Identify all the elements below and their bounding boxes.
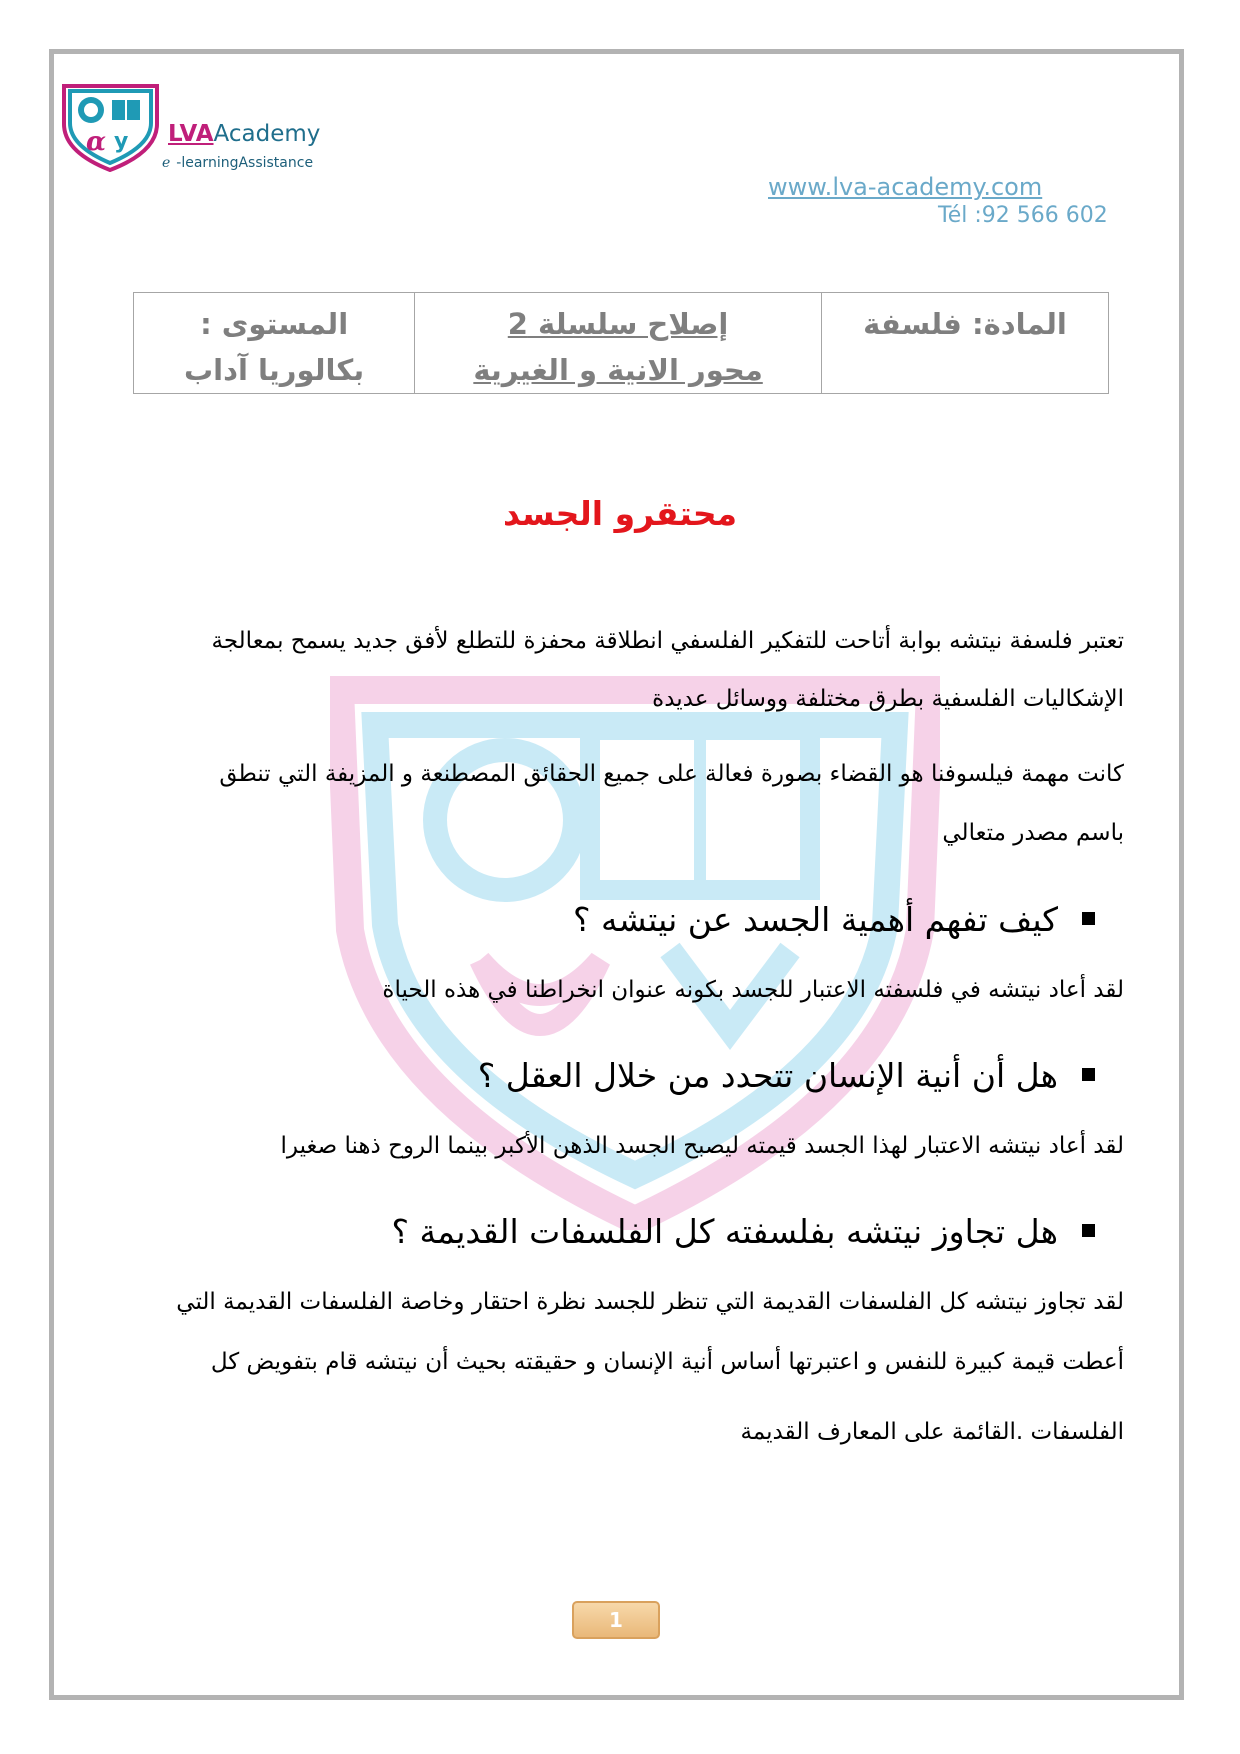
- tagline-e: e: [162, 155, 171, 171]
- intro-paragraph-line: كانت مهمة فيلسوفنا هو القضاء بصورة فعالة على جميع الحقائق المصطنعة و المزيفة التي تنطق: [219, 761, 1124, 787]
- question-heading: [573, 900, 1095, 939]
- series-axis: محور الانية و الغيرية: [473, 353, 763, 387]
- intro-paragraph-line: باسم مصدر متعالي: [942, 820, 1124, 846]
- level-value: بكالوريا آداب: [184, 353, 365, 387]
- answer-line: الفلسفات .القائمة على المعارف القديمة: [740, 1419, 1124, 1445]
- svg-text:y: y: [114, 129, 129, 154]
- answer-line: لقد أعاد نيتشه الاعتبار لهذا الجسد قيمته ليصبح الجسد الذهن الأكبر بينما الروح ذهنا صغيرا: [280, 1133, 1124, 1159]
- phone-number: Tél :92 566 602: [938, 203, 1108, 228]
- brand-lva: LVA: [168, 121, 214, 147]
- bullet-icon: [1082, 1224, 1095, 1237]
- question-heading: [478, 1056, 1095, 1095]
- question-text: هل أن أنية الإنسان تتحدد من خلال العقل ؟: [477, 1056, 1058, 1095]
- intro-paragraph-line: تعتبر فلسفة نيتشه بوابة أتاحت للتفكير الفلسفي انطلاقة محفزة للتطلع لأفق جديد يسمح بمعالجة: [211, 628, 1124, 654]
- answer-line: لقد أعاد نيتشه في فلسفته الاعتبار للجسد بكونه عنوان انخراطنا في هذه الحياة: [382, 977, 1124, 1003]
- series-title-cell: [415, 293, 822, 394]
- tagline-text: -learningAssistance: [176, 155, 314, 171]
- series-title: إصلاح سلسلة 2: [507, 307, 729, 341]
- subject-cell: [821, 293, 1108, 394]
- lva-academy-logo: [58, 80, 163, 172]
- info-table: [133, 292, 1109, 394]
- answer-line: أعطت قيمة كبيرة للنفس و اعتبرتها أساس أنية الإنسان و حقيقته بحيث أن نيتشه قام بتفويض كل: [210, 1349, 1124, 1375]
- intro-paragraph-line: الإشكاليات الفلسفية بطرق مختلفة ووسائل عديدة: [652, 686, 1124, 712]
- svg-text:α: α: [86, 127, 107, 157]
- bullet-icon: [1082, 912, 1095, 925]
- level-label: المستوى :: [200, 307, 349, 341]
- question-text: كيف تفهم أهمية الجسد عن نيتشه ؟: [573, 900, 1058, 939]
- bullet-icon: [1082, 1068, 1095, 1081]
- website-link[interactable]: www.lva-academy.com: [768, 173, 1043, 201]
- level-cell: [134, 293, 415, 394]
- brand-academy: Academy: [213, 121, 321, 147]
- subject-text: المادة: فلسفة: [863, 307, 1067, 341]
- answer-line: لقد تجاوز نيتشه كل الفلسفات القديمة التي تنظر للجسد نظرة احتقار وخاصة الفلسفات القديمة التي: [176, 1289, 1124, 1315]
- brand-name: [168, 121, 320, 147]
- brand-tagline: [162, 155, 313, 171]
- page-number: 1: [572, 1601, 660, 1639]
- question-text: هل تجاوز نيتشه بفلسفته كل الفلسفات القديمة ؟: [391, 1212, 1058, 1251]
- lesson-title: محتقرو الجسد: [502, 494, 738, 533]
- question-heading: [391, 1212, 1095, 1251]
